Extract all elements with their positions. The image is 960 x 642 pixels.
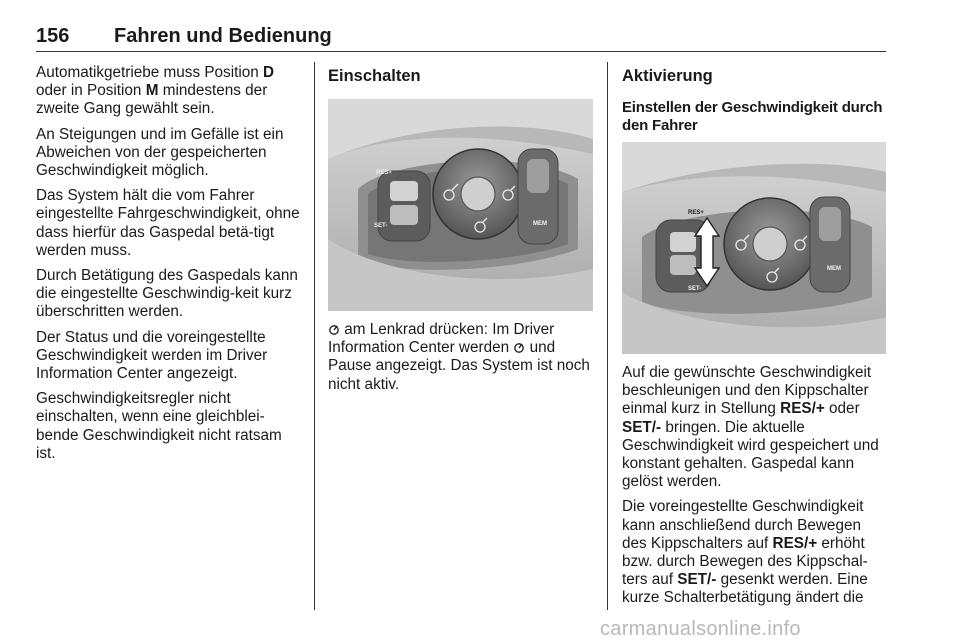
gear-d: D bbox=[263, 64, 275, 81]
paragraph: Geschwindigkeitsregler nicht einschalten, wenn eine gleichblei-bende Geschwindigkeit nicht ratsam ist. bbox=[36, 390, 282, 462]
text: oder in Position bbox=[36, 82, 146, 100]
column-3 bbox=[622, 64, 888, 615]
page-header bbox=[36, 22, 886, 52]
set-minus: SET/- bbox=[622, 418, 662, 436]
mem-label: MEM bbox=[533, 221, 547, 227]
text: Auf die gewünschte Geschwindigkeit beschleunigen und den Kippschalter einmal kurz in Stellung bbox=[622, 364, 872, 418]
text: und Pause angezeigt. Das System ist noch nicht aktiv. bbox=[328, 339, 590, 393]
heading-aktivierung: Aktivierung bbox=[622, 67, 713, 85]
res-label: RES+ bbox=[376, 170, 392, 176]
steering-wheel-figure bbox=[622, 142, 886, 354]
paragraph: Durch Betätigung des Gaspedals kann die eingestellte Geschwindig-keit kurz überschritten werden. bbox=[36, 267, 298, 321]
text: gesenkt werden. Eine kurze Schalterbetätigung ändert die bbox=[622, 571, 868, 607]
steering-wheel-switch-illustration bbox=[622, 142, 886, 354]
heading-einschalten: Einschalten bbox=[328, 67, 421, 85]
section-title: Fahren und Bedienung bbox=[114, 25, 332, 47]
text: bringen. Die aktuelle Geschwindigkeit wird gespeichert und konstant gehalten. Gaspedal kann gelöst werden. bbox=[622, 418, 879, 491]
gear-m: M bbox=[145, 82, 159, 100]
cruise-control-icon bbox=[328, 323, 340, 336]
column-divider bbox=[314, 62, 315, 610]
steering-wheel-illustration bbox=[328, 99, 593, 311]
page-number: 156 bbox=[36, 25, 70, 47]
paragraph: Der Status und die voreingestellte Geschwindigkeit werden im Driver Information Center angezeigt. bbox=[36, 328, 268, 383]
paragraph bbox=[328, 321, 593, 394]
paragraph: An Steigungen und im Gefälle ist ein Abweichen von der gespeicherten Geschwindigkeit möglich. bbox=[36, 125, 284, 180]
paragraph bbox=[622, 498, 888, 607]
paragraph bbox=[622, 364, 888, 491]
text: am Lenkrad drücken: Im Driver Information Center werden bbox=[328, 321, 555, 357]
mem-label: MEM bbox=[827, 266, 841, 272]
set-label: SET- bbox=[374, 223, 388, 229]
paragraph: Das System hält die vom Fahrer eingestellte Fahrgeschwindigkeit, ohne dass hierfür das Gaspedal betä-tigt werden muss. bbox=[36, 187, 300, 259]
text: mindestens der zweite Gang gewählt sein. bbox=[36, 82, 268, 118]
res-label: RES+ bbox=[688, 210, 704, 216]
watermark: carmanualsonline.info bbox=[600, 618, 801, 640]
subheading: Einstellen der Geschwindigkeit durch den Fahrer bbox=[622, 99, 883, 134]
set-label: SET- bbox=[688, 286, 702, 292]
paragraph bbox=[36, 64, 302, 119]
res-plus: RES/+ bbox=[772, 534, 818, 552]
res-plus: RES/+ bbox=[780, 400, 825, 418]
set-minus: SET/- bbox=[677, 571, 717, 589]
text: Die voreingestellte Geschwindigkeit kann anschließend durch Bewegen des Kippschalters auf bbox=[622, 498, 864, 552]
steering-wheel-figure bbox=[328, 99, 593, 311]
text: oder bbox=[824, 400, 860, 418]
text: Automatikgetriebe muss Position bbox=[36, 64, 264, 81]
column-divider bbox=[607, 62, 608, 610]
column-1 bbox=[36, 64, 302, 470]
cruise-control-icon bbox=[513, 341, 525, 354]
column-2 bbox=[328, 64, 593, 401]
text: erhöht bzw. durch Bewegen des Kippschal-ters auf bbox=[622, 534, 868, 589]
